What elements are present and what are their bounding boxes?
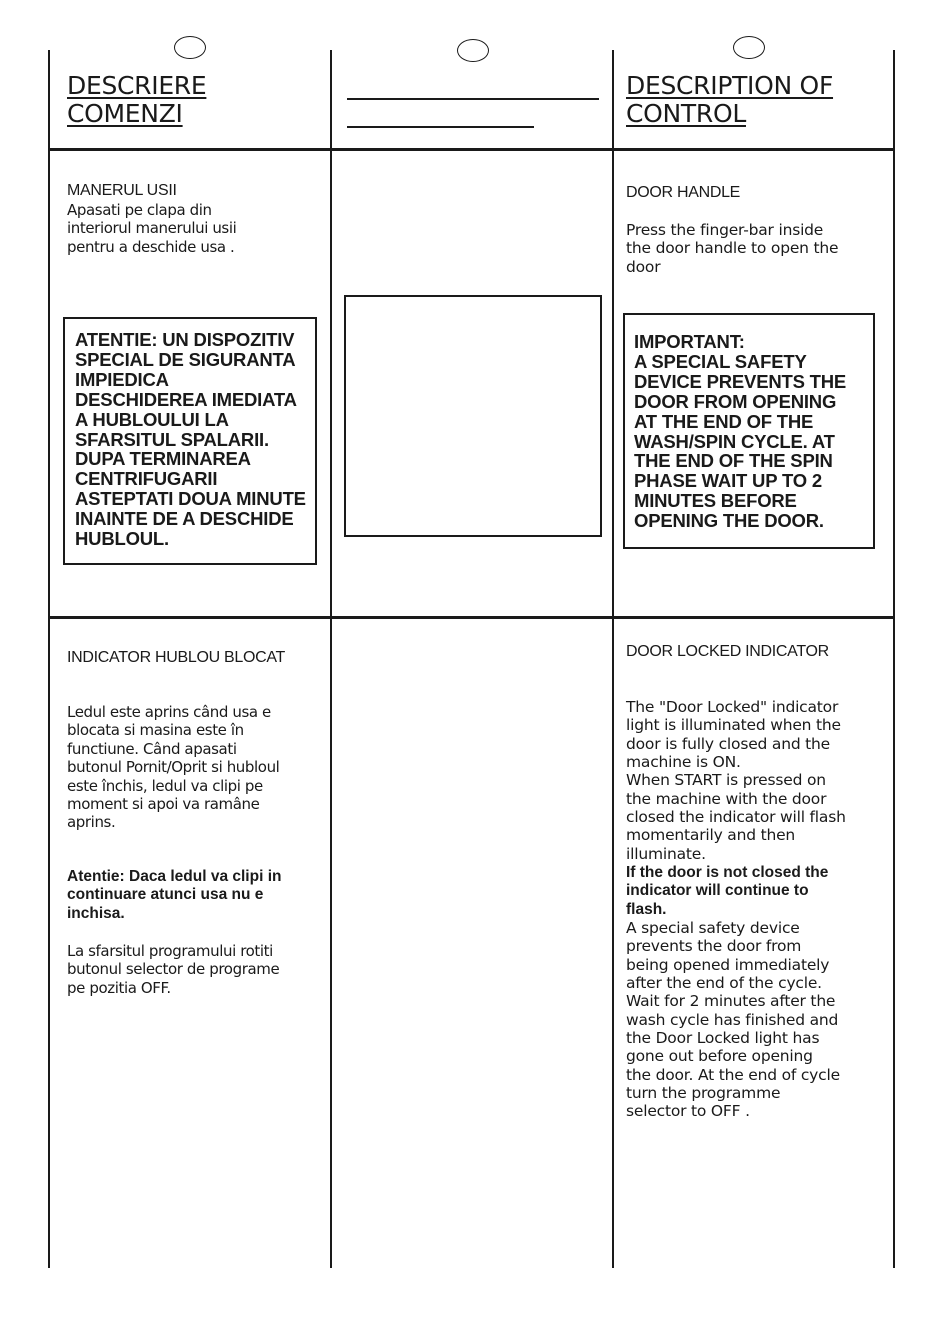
section-divider — [48, 616, 895, 619]
language-circle-right — [733, 36, 765, 59]
heading-left-line1: DESCRIERE — [67, 71, 207, 100]
column-rule-2 — [330, 50, 332, 1268]
header-divider — [48, 148, 895, 151]
language-circle-middle — [457, 39, 489, 62]
door-locked-end-ro: La sfarsitul programului rotiti butonul selector de programe pe pozitia OFF. — [67, 942, 280, 997]
door-handle-body-ro: Apasati pe clapa din interiorul manerului usii pentru a deschide usa . — [67, 201, 237, 256]
door-handle-title-ro: MANERUL USII — [67, 182, 177, 199]
warning-box-en-text: IMPORTANT: A SPECIAL SAFETY DEVICE PREVENTS THE DOOR FROM OPENING AT THE END OF THE WASH/SPIN CYCLE. AT THE END OF THE SPIN PHASE WAIT UP TO 2 MINUTES BEFORE OPENING THE DOOR. — [634, 331, 847, 532]
column-rule-3 — [612, 50, 614, 1268]
heading-right-line1: DESCRIPTION OF — [626, 71, 834, 100]
heading-right — [626, 72, 833, 128]
heading-middle-blank-line1 — [347, 98, 599, 100]
heading-right-line2: CONTROL — [626, 99, 746, 128]
door-locked-body1-en: The "Door Locked" indicator light is illuminated when the door is fully closed and the machine is ON. When START is pressed on the machine with the door closed the indicator will flash momentarily and then illuminate. — [626, 698, 846, 863]
door-locked-body2-en: A special safety device prevents the door from being opened immediately after the end of the cycle. Wait for 2 minutes after the wash cycle has finished and the Door Locked light has gone out before opening the door. At the end of cycle turn the programme selector to OFF . — [626, 919, 840, 1121]
door-locked-body-ro: Ledul este aprins când usa e blocata si masina este în functiune. Când apasati butonul Pornit/Oprit si hubloul este închis, ledul va clipi pe moment si apoi va ramâne aprins. — [67, 703, 280, 832]
heading-left — [67, 72, 206, 128]
column-rule-4 — [893, 50, 895, 1268]
heading-left-line2: COMENZI — [67, 99, 183, 128]
language-circle-left — [174, 36, 206, 59]
door-locked-warning-ro: Atentie: Daca ledul va clipi in continuare atunci usa nu e inchisa. — [67, 868, 282, 922]
door-handle-title-en: DOOR HANDLE — [626, 184, 741, 201]
column-rule-1 — [48, 50, 50, 1268]
door-handle-body-en: Press the finger-bar inside the door handle to open the door — [626, 221, 839, 276]
middle-empty-box — [344, 295, 602, 537]
door-locked-title-en: DOOR LOCKED INDICATOR — [626, 643, 829, 660]
heading-middle-blank-line2 — [347, 126, 534, 128]
door-locked-bold-en: If the door is not closed the indicator will continue to flash. — [626, 864, 829, 918]
door-locked-title-ro: INDICATOR HUBLOU BLOCAT — [67, 649, 286, 666]
warning-box-ro-text: ATENTIE: UN DISPOZITIV SPECIAL DE SIGURANTA IMPIEDICA DESCHIDEREA IMEDIATA A HUBLOULUI LA SFARSITUL SPALARII. DUPA TERMINAREA CENTRIFUGARII ASTEPTATI DOUA MINUTE INAINTE DE A DESCHIDE HUBLOUL. — [75, 329, 306, 550]
